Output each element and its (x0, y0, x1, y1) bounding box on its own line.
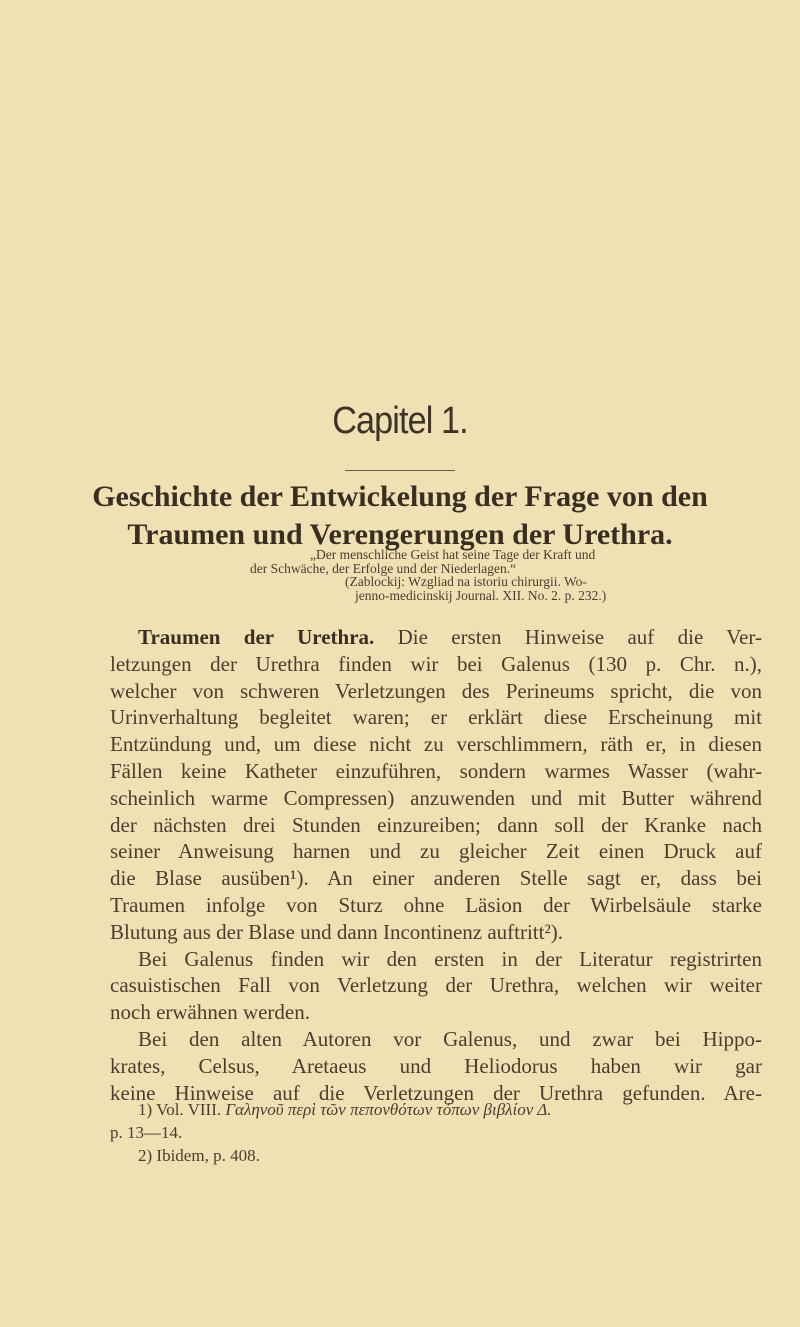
text-line: casuistischen Fall von Verletzung der Urethra, welchen wir weiter (110, 973, 762, 998)
epigraph-citation: (Zablockij: Wzgliad na istoriu chirurgii. Wo- (345, 574, 587, 589)
footnote-greek-title: Γαληνοῦ περὶ τῶν πεπονθότων τόπων βιβλίον Δ. (225, 1100, 552, 1119)
text-line: Bei den alten Autoren vor Galenus, und zwar bei Hippo- (138, 1026, 762, 1051)
text-line: Urinverhaltung begleitet waren; er erklärt diese Erscheinung mit (110, 705, 762, 730)
text-line: noch erwähnen werden. (110, 1000, 310, 1025)
heading-line: Traumen und Verengerungen der Urethra. (127, 518, 673, 551)
epigraph-citation: jenno-medicinskij Journal. XII. No. 2. p. 232.) (355, 587, 607, 603)
divider-rule (345, 470, 455, 471)
heading-line: Geschichte der Entwickelung der Frage von den (92, 480, 708, 513)
epigraph-line: der Schwäche, der Erfolge und der Niederlagen.“ (250, 560, 517, 576)
body-text (110, 624, 762, 1106)
text-line: Traumen infolge von Sturz ohne Läsion der Wirbelsäule starke (110, 892, 762, 917)
text-line: der nächsten drei Stunden einzureiben; dann soll der Kranke nach (110, 812, 762, 837)
footnote-2: 2) Ibidem, p. 408. (138, 1146, 260, 1165)
text-line: seiner Anweisung harnen und zu gleicher Zeit einen Druck auf (110, 839, 762, 864)
text-line: letzungen der Urethra finden wir bei Galenus (130 p. Chr. n.), (110, 651, 762, 676)
text-line: die Blase ausüben¹). An einer anderen Stelle sagt er, dass bei (110, 866, 762, 891)
run-in-heading: Traumen der Urethra. (138, 625, 375, 649)
section-heading (0, 478, 800, 554)
footnote-1 (110, 1098, 762, 1121)
text-line: welcher von schweren Verletzungen des Perineums spricht, die von (110, 678, 762, 703)
text-line: keine Hinweise auf die Verletzungen der Urethra gefunden. Are- (110, 1080, 762, 1105)
text-line: Fällen keine Katheter einzuführen, sondern warmes Wasser (wahr- (110, 758, 762, 783)
text-line (110, 624, 762, 651)
epigraph-line: „Der menschliche Geist hat seine Tage der Kraft und (310, 547, 596, 562)
text-line: scheinlich warme Compressen) anzuwenden und mit Butter während (110, 785, 762, 810)
chapter-title: Capitel 1. (332, 400, 468, 442)
text-line: Entzündung und, um diese nicht zu verschlimmern, räth er, in diesen (110, 732, 762, 757)
footnote-text: 1) Vol. VIII. (138, 1100, 226, 1119)
footnotes (110, 1098, 762, 1167)
text-span: Die ersten Hinweise auf die Ver- (374, 625, 762, 649)
epigraph (250, 548, 760, 602)
footnote-1-continued: p. 13—14. (110, 1123, 183, 1142)
text-line: krates, Celsus, Aretaeus und Heliodorus haben wir gar (110, 1053, 762, 1078)
text-line: Bei Galenus finden wir den ersten in der Literatur registrirten (138, 946, 762, 971)
text-line: Blutung aus der Blase und dann Incontinenz auftritt²). (110, 919, 564, 944)
